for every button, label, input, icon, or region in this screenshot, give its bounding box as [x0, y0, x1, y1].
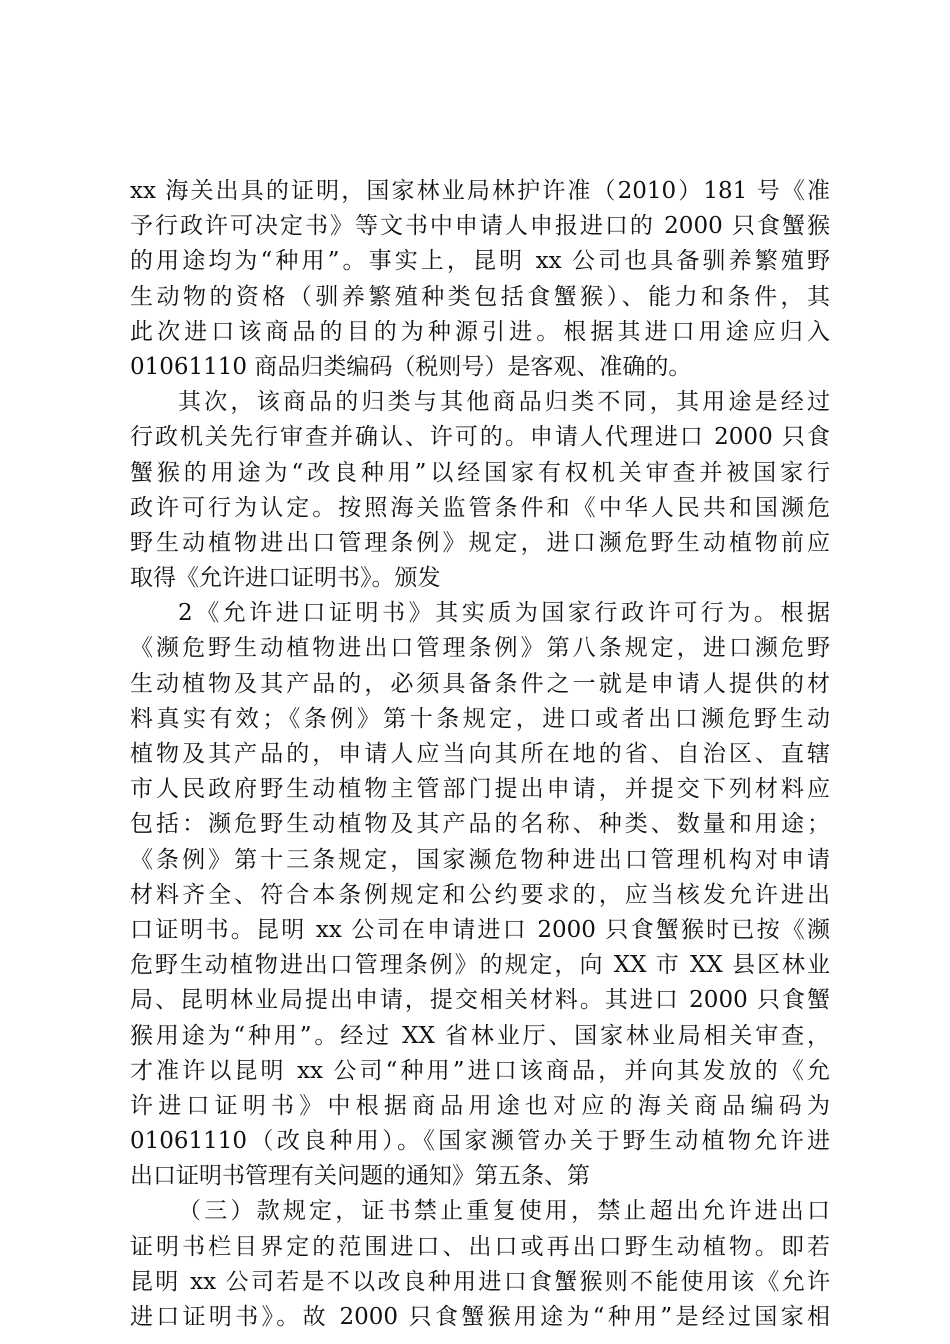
- text-line: xx 海关出具的证明，国家林业局林护许准（2010）181 号《准: [130, 178, 830, 204]
- text-line: 01061110 商品归类编码（税则号）是客观、准确的。: [130, 353, 692, 380]
- text-line: 其次，该商品的归类与其他商品归类不同，其用途是经过: [178, 389, 830, 416]
- text-line: 取得《允许进口证明书》。颁发: [130, 565, 441, 592]
- text-line: 蟹猴的用途为“改良种用”以经国家有权机关审查并被国家行: [130, 459, 830, 486]
- text-line: 政许可行为认定。按照海关监管条件和《中华人民共和国濒危: [130, 494, 830, 521]
- text-line: 野生动植物进出口管理条例》规定，进口濒危野生动植物前应: [130, 529, 830, 556]
- text-line: 材料齐全、符合本条例规定和公约要求的，应当核发允许进出: [130, 881, 830, 908]
- text-line: 《条例》第十三条规定，国家濒危物种进出口管理机构对申请: [130, 846, 830, 873]
- text-line: 包括：濒危野生动植物及其产品的名称、种类、数量和用途；: [130, 811, 830, 838]
- text-line: 行政机关先行审查并确认、许可的。申请人代理进口 2000 只食: [130, 424, 830, 451]
- body-text: [130, 174, 830, 1335]
- text-line: 生动物的资格（驯养繁殖种类包括食蟹猴）、能力和条件，其: [130, 283, 830, 310]
- text-line: 证明书栏目界定的范围进口、出口或再出口野生动植物。即若: [130, 1233, 830, 1260]
- text-line: 许进口证明书》中根据商品用途也对应的海关商品编码为: [130, 1092, 830, 1119]
- text-line: 市人民政府野生动植物主管部门提出申请，并提交下列材料应: [130, 776, 830, 803]
- text-line: （三）款规定，证书禁止重复使用，禁止超出允许进出口: [178, 1198, 830, 1225]
- text-line: 予行政许可决定书》等文书中申请人申报进口的 2000 只食蟹猴: [130, 213, 830, 240]
- text-line: 料真实有效；《条例》第十条规定，进口或者出口濒危野生动: [130, 705, 830, 732]
- text-line: 出口证明书管理有关问题的通知》第五条、第: [130, 1163, 590, 1190]
- text-line: 《濒危野生动植物进出口管理条例》第八条规定，进口濒危野: [130, 635, 830, 662]
- text-line: 01061110（改良种用）。《国家濒管办关于野生动植物允许进: [130, 1128, 830, 1155]
- text-line: 进口证明书》。故 2000 只食蟹猴用途为“种用”是经过国家相: [130, 1304, 830, 1330]
- text-line: 猴用途为“种用”。经过 XX 省林业厅、国家林业局相关审查，: [130, 1022, 830, 1049]
- text-line: 危野生动植物进出口管理条例》的规定，向 XX 市 XX 县区林业: [130, 952, 830, 979]
- text-line: 此次进口该商品的目的为种源引进。根据其进口用途应归入: [130, 318, 830, 345]
- text-line: 口证明书。昆明 xx 公司在申请进口 2000 只食蟹猴时已按《濒: [130, 916, 830, 943]
- text-line: 才准许以昆明 xx 公司“种用”进口该商品，并向其发放的《允: [130, 1057, 830, 1084]
- text-line: 局、昆明林业局提出申请，提交相关材料。其进口 2000 只食蟹: [130, 987, 830, 1014]
- text-line: 2《允许进口证明书》其实质为国家行政许可行为。根据: [178, 600, 830, 627]
- text-line: 植物及其产品的，申请人应当向其所在地的省、自治区、直辖: [130, 741, 830, 767]
- text-line: 的用途均为“种用”。事实上，昆明 xx 公司也具备驯养繁殖野: [130, 248, 830, 275]
- text-line: 生动植物及其产品的，必须具备条件之一就是申请人提供的材: [130, 670, 830, 697]
- text-line: 昆明 xx 公司若是不以改良种用进口食蟹猴则不能使用该《允许: [130, 1268, 830, 1295]
